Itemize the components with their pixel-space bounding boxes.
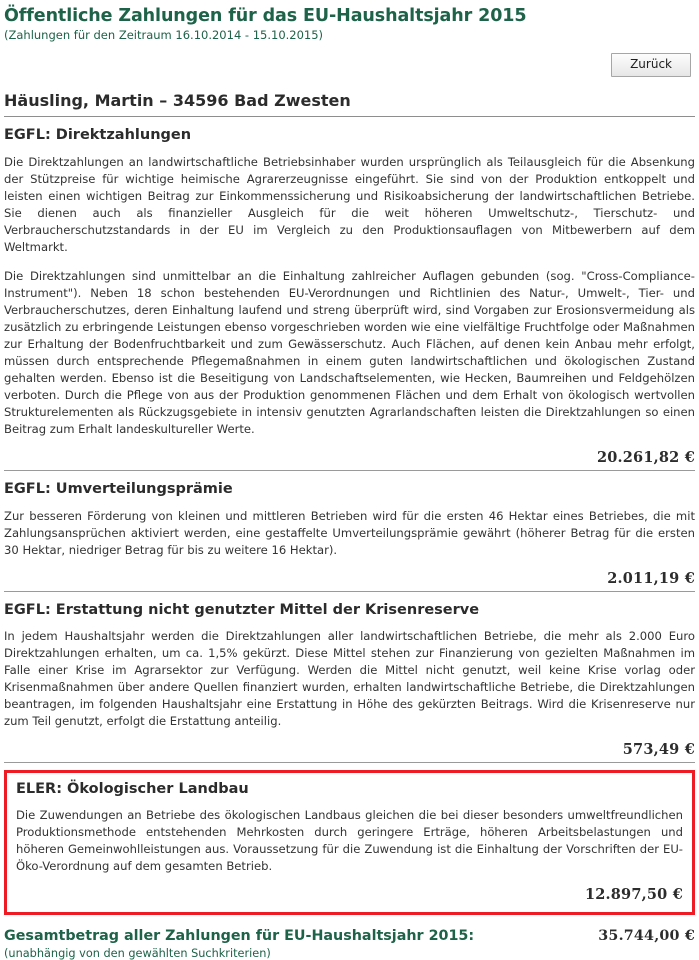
section-amount-row	[16, 884, 683, 903]
section-title: EGFL: Umverteilungsprämie	[4, 481, 233, 498]
total-amount: 35.744,00 €	[598, 927, 695, 944]
section-paragraph: Die Zuwendungen an Betriebe des ökologischen Landbaus gleichen die bei dieser besonders umweltfreundlichen Produktionsmethode entstehenden Mehrkosten durch geringere Erträge, höheren Arbeitsbelastungen und höheren Gemeinwohlleistungen aus. Voraussetzung für die Zuwendung ist die Einhaltung der Vorschriften der EU-Öko-Verordnung auf dem gesamten Betrieb.	[16, 807, 683, 873]
section-divider	[4, 470, 695, 471]
section-paragraph: Die Direktzahlungen sind unmittelbar an die Einhaltung zahlreicher Auflagen gebunden (sog. "Cross-Compliance-Instrument"). Neben 18 schon bestehenden EU-Verordnungen und Richtlinien des Natur-, Umwelt-, Tier- und Verbraucherschutzes, deren Einhaltung laufend und streng überprüft wird, sind Vorgaben zur Erosionsvermeidung als zusätzlich zu erbringende Leistungen ebenso vorgeschrieben worden wie eine vielfältige Fruchtfolge oder Maßnahmen zur Erhaltung der Bodenfruchtbarkeit und zum Gewässerschutz. Auch Flächen, auf denen kein Anbau mehr erfolgt, müssen durch entsprechende Pflegemaßnahmen in einem guten landwirtschaftlichen und ökologischen Zustand gehalten werden. Ebenso ist die Beseitigung von Landschaftselementen, wie Hecken, Baumreihen und Feldgehölzen verboten. Durch die Pflege von aus der Produktion genommenen Flächen und dem Erhalt von ökologisch wertvollen Strukturelementen als Rückzugsgebiete in intensiv genutzten Agrarlandschaften leisten die Direktzahlungen so einen Beitrag zum Erhalt landeskultureller Werte.	[4, 268, 695, 437]
payment-section	[4, 481, 695, 586]
section-paragraph: In jedem Haushaltsjahr werden die Direktzahlungen aller landwirtschaftlichen Betriebe, die mehr als 2.000 Euro Direktzahlungen erhalten, um ca. 1,5% gekürzt. Diese Mittel stehen zur Finanzierung von gezielten Maßnahmen im Falle einer Krise im Agrarsektor zur Verfügung. Werden die Mittel nicht genutzt, weil keine Krise vorlag oder Krisenmaßnahmen über andere Quellen finanziert wurden, erhalten landwirtschaftliche Betriebe, die Direktzahlungen beantragen, im folgenden Haushaltsjahr eine Erstattung in Höhe des gekürzten Beitrags. Wird die Krisenreserve nur zum Teil genutzt, erfolgt die Erstattung anteilig.	[4, 629, 695, 729]
section-amount-row	[4, 447, 695, 466]
section-body	[4, 628, 695, 730]
section-divider	[4, 762, 695, 763]
section-amount-row	[4, 568, 695, 587]
total-row	[4, 928, 695, 945]
payment-section	[4, 602, 695, 759]
total-note: (unabhängig von den gewählten Suchkriterien)	[4, 946, 271, 960]
payment-sections	[4, 127, 695, 914]
heading-divider	[4, 116, 695, 117]
section-amount-row	[4, 739, 695, 758]
section-paragraph: Die Direktzahlungen an landwirtschaftliche Betriebsinhaber wurden ursprünglich als Teilausgleich für die Absenkung der Stützpreise für wichtige heimische Agrarerzeugnisse eingeführt. Sie sind von der Produktion entkoppelt und leisten einen wichtigen Beitrag zur Einkommenssicherung und Risikoabsicherung der landwirtschaftlichen Betriebe. Sie dienen auch als finanzieller Ausgleich für die weit höheren Umweltschutz-, Tierschutz- und Verbraucherschutzstandards in der EU im Vergleich zu den Produktionsauflagen von Mitbewerbern auf dem Weltmarkt.	[4, 154, 695, 254]
section-body	[4, 508, 695, 559]
section-amount: 573,49 €	[622, 741, 695, 759]
back-button-row	[4, 53, 695, 77]
section-amount: 12.897,50 €	[584, 885, 683, 903]
section-title: EGFL: Erstattung nicht genutzter Mittel der Krisenreserve	[4, 601, 480, 618]
payments-report-page	[0, 6, 699, 960]
section-divider	[4, 591, 695, 592]
back-button[interactable]: Zurück	[611, 53, 691, 77]
section-paragraph: Zur besseren Förderung von kleinen und mittleren Betrieben wird für die ersten 46 Hektar eines Betriebes, die mit Zahlungsansprüchen aktiviert werden, eine gestaffelte Umverteilungsprämie gewährt (höherer Betrag für die ersten 30 Hektar, niedriger Betrag für bis zu weitere 16 Hektar).	[4, 508, 695, 557]
payment-section	[4, 127, 695, 466]
beneficiary-name-heading: Häusling, Martin – 34596 Bad Zwesten	[4, 91, 351, 111]
page-subtitle-period: (Zahlungen für den Zeitraum 16.10.2014 - 15.10.2015)	[4, 28, 324, 43]
section-amount: 20.261,82 €	[596, 449, 695, 467]
total-label: Gesamtbetrag aller Zahlungen für EU-Haushaltsjahr 2015:	[4, 927, 475, 944]
section-body	[4, 154, 695, 439]
section-title: EGFL: Direktzahlungen	[4, 127, 192, 144]
page-title: Öffentliche Zahlungen für das EU-Haushaltsjahr 2015	[4, 6, 527, 26]
section-amount: 2.011,19 €	[607, 569, 695, 587]
section-body	[16, 807, 683, 875]
payment-section-highlighted	[4, 770, 695, 915]
section-title: ELER: Ökologischer Landbau	[16, 781, 249, 798]
